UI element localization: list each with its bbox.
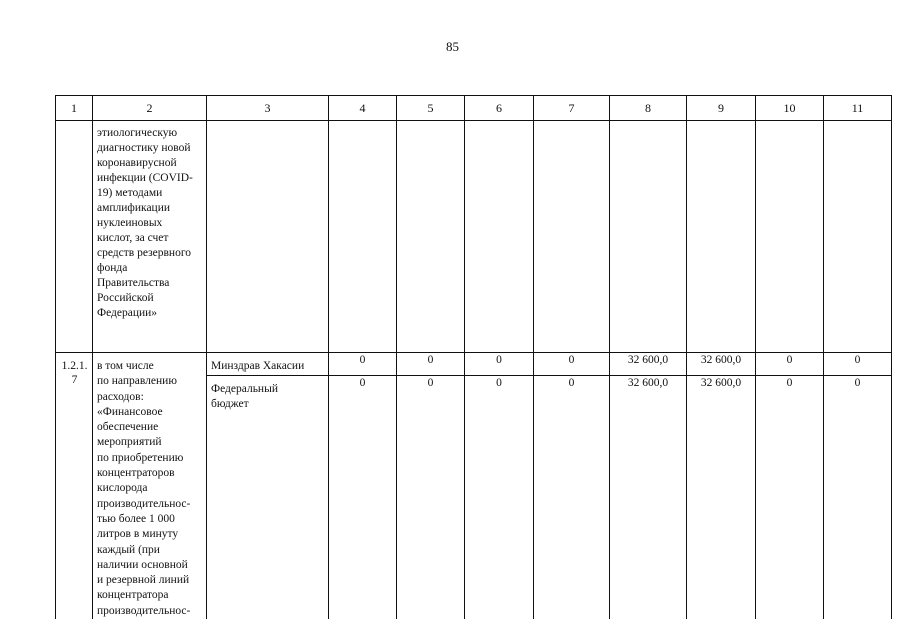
header-cell: 2 (93, 96, 207, 121)
value-cell: 0 (465, 353, 534, 376)
item-code-cell (56, 353, 93, 620)
value-cell: 32 600,0 (610, 375, 687, 619)
value-cell: 0 (397, 375, 465, 619)
entity-name: Минздрав Хакасии (211, 360, 305, 372)
empty-cell (756, 121, 824, 353)
header-cell: 7 (534, 96, 610, 121)
value-cell: 32 600,0 (610, 353, 687, 376)
code-cell-empty (56, 121, 93, 353)
empty-cell (824, 121, 892, 353)
value-cell: 0 (397, 353, 465, 376)
value-cell: 0 (534, 375, 610, 619)
table-row-continuation (56, 121, 892, 353)
entity-name: Федеральный бюджет (211, 382, 278, 410)
value-cell: 32 600,0 (687, 375, 756, 619)
table-row (56, 353, 892, 376)
item-description-cell (93, 353, 207, 620)
empty-cell (397, 121, 465, 353)
budget-table (55, 95, 892, 619)
value-cell: 0 (465, 375, 534, 619)
header-cell: 1 (56, 96, 93, 121)
value-cell: 0 (824, 353, 892, 376)
empty-cell (534, 121, 610, 353)
item-description: в том числе по направлению расходов: «Финансовое обеспечение мероприятий по приобретению концентраторов кислорода производительнос- тью более 1 000 литров в минуту каждый (при наличии основной и резервной линий концентратора производительнос- (97, 360, 191, 617)
header-cell: 11 (824, 96, 892, 121)
value-cell: 0 (534, 353, 610, 376)
header-cell: 9 (687, 96, 756, 121)
description-cell (93, 121, 207, 353)
header-cell: 3 (207, 96, 329, 121)
header-cell: 4 (329, 96, 397, 121)
item-code: 1.2.1. 7 (61, 360, 88, 386)
empty-cell (687, 121, 756, 353)
empty-cell (207, 121, 329, 353)
header-cell: 6 (465, 96, 534, 121)
value-cell: 0 (824, 375, 892, 619)
empty-cell (329, 121, 397, 353)
header-cell: 10 (756, 96, 824, 121)
entity-cell (207, 375, 329, 619)
continuation-text: этиологическую диагностику новой коронавирусной инфекции (COVID- 19) методами амплификации нуклеиновых кислот, за счет средств резервного фонда Правительства Российской Федерации» (97, 127, 193, 319)
empty-cell (465, 121, 534, 353)
value-cell: 0 (329, 375, 397, 619)
value-cell: 0 (756, 353, 824, 376)
page-number: 85 (446, 39, 459, 54)
header-cell: 8 (610, 96, 687, 121)
value-cell: 32 600,0 (687, 353, 756, 376)
table-header-row (56, 96, 892, 121)
value-cell: 0 (756, 375, 824, 619)
header-cell: 5 (397, 96, 465, 121)
value-cell: 0 (329, 353, 397, 376)
entity-cell (207, 353, 329, 376)
empty-cell (610, 121, 687, 353)
